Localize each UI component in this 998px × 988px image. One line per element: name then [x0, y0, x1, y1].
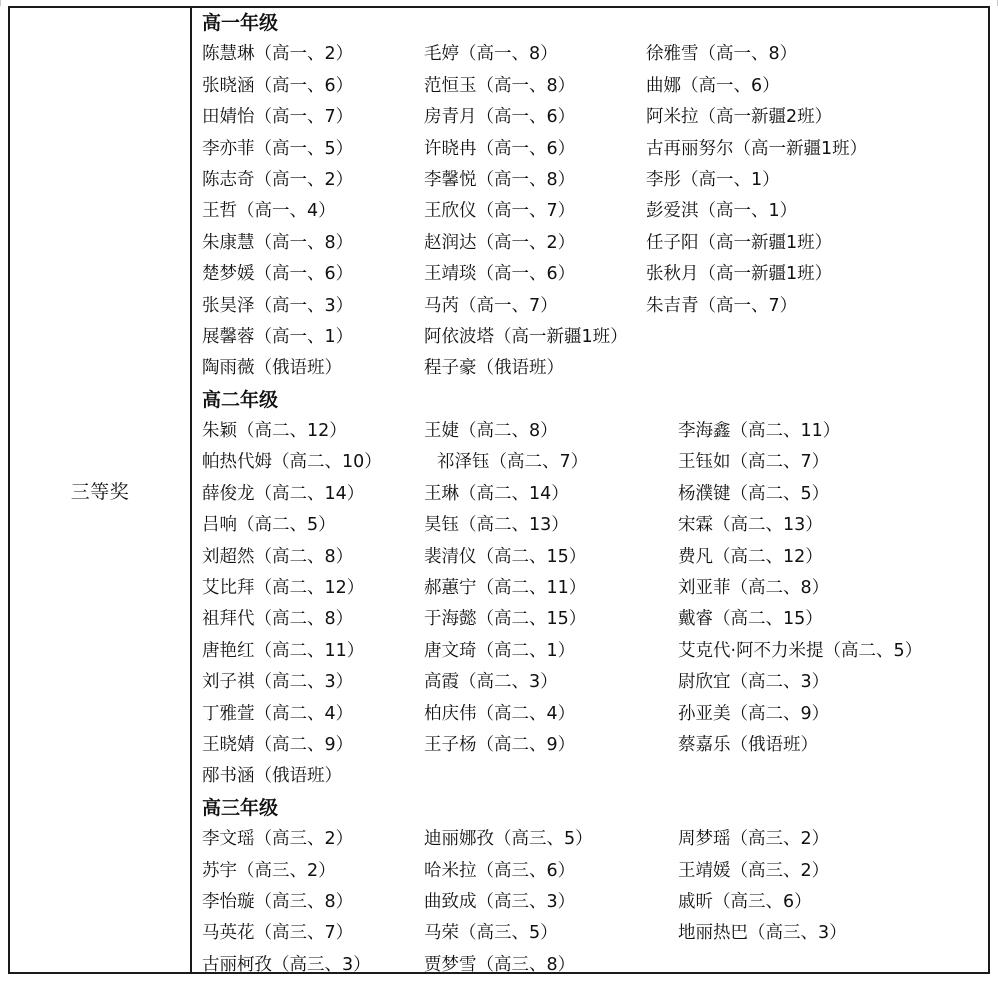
winner-entry: 曲致成（高三、3）	[424, 891, 576, 912]
winner-entry: 马芮（高一、7）	[424, 295, 558, 316]
winner-entry: 丁雅萱（高二、4）	[202, 703, 354, 724]
name-row	[202, 667, 988, 698]
name-row	[202, 102, 988, 133]
name-row	[202, 196, 988, 227]
winner-entry: 陈慧琳（高一、2）	[202, 44, 354, 65]
name-row	[202, 542, 988, 573]
winner-entry: 戚昕（高三、6）	[678, 891, 812, 912]
winner-entry: 艾比拜（高二、12）	[202, 578, 365, 599]
winner-entry: 王钰如（高二、7）	[678, 452, 830, 473]
winner-entry: 范恒玉（高一、8）	[424, 75, 576, 96]
winner-entry: 赵润达（高一、2）	[424, 232, 576, 253]
winner-entry: 唐艳红（高二、11）	[202, 640, 365, 661]
winner-entry: 徐雅雪（高一、8）	[646, 44, 798, 65]
winner-entry: 张晓涵（高一、6）	[202, 75, 354, 96]
name-row	[202, 322, 988, 353]
name-row	[202, 918, 988, 949]
award-table	[8, 6, 990, 974]
name-row	[202, 636, 988, 667]
grade-12-heading: 高三年级	[202, 796, 279, 819]
name-row	[202, 856, 988, 887]
winner-entry: 蔡嘉乐（俄语班）	[678, 734, 818, 755]
winner-entry: 楚梦媛（高一、6）	[202, 264, 354, 285]
name-row	[202, 730, 988, 761]
winner-entry: 裴清仪（高二、15）	[424, 546, 587, 567]
winner-entry: 朱颖（高二、12）	[202, 421, 347, 442]
winner-entry: 王靖媛（高三、2）	[678, 860, 830, 881]
winner-entry: 李怡璇（高三、8）	[202, 891, 354, 912]
winner-entry: 房青月（高一、6）	[424, 107, 576, 128]
winner-entry: 张昊泽（高一、3）	[202, 295, 354, 316]
name-row	[202, 416, 988, 447]
winner-entry: 于海懿（高二、15）	[424, 609, 587, 630]
winner-entry: 唐文琦（高二、1）	[424, 640, 576, 661]
winner-entry: 张秋月（高一新疆1班）	[646, 264, 833, 285]
winner-entry: 任子阳（高一新疆1班）	[646, 232, 833, 253]
name-row	[202, 447, 988, 478]
winner-entry: 王子杨（高二、9）	[424, 734, 576, 755]
winner-entry: 迪丽娜孜（高三、5）	[424, 829, 593, 850]
name-row	[202, 824, 988, 855]
winner-entry: 尉欣宜（高二、3）	[678, 672, 830, 693]
winner-entry: 李亦菲（高一、5）	[202, 138, 354, 159]
winner-entry: 贾梦雪（高三、8）	[424, 954, 576, 975]
winner-entry: 祁泽钰（高二、7）	[437, 452, 589, 473]
name-row	[202, 259, 988, 290]
winner-entry: 李彤（高一、1）	[646, 169, 780, 190]
grade-12-section	[202, 793, 988, 981]
name-row	[202, 510, 988, 541]
name-row	[202, 134, 988, 165]
winner-entry: 苏宇（高三、2）	[202, 860, 336, 881]
winner-entry: 田婧怡（高一、7）	[202, 107, 354, 128]
award-level-cell	[10, 8, 190, 972]
name-row	[202, 39, 988, 70]
winner-entry: 展馨蓉（高一、1）	[202, 326, 354, 347]
name-row	[202, 761, 988, 792]
name-row	[202, 887, 988, 918]
winner-entry: 刘子祺（高二、3）	[202, 672, 354, 693]
winner-entry: 王琳（高二、14）	[424, 483, 569, 504]
name-row	[202, 699, 988, 730]
winner-entry: 帕热代姆（高二、10）	[202, 452, 382, 473]
winner-entry: 陶雨薇（俄语班）	[202, 358, 342, 379]
winner-entry: 高霞（高二、3）	[424, 672, 558, 693]
winner-entry: 薛俊龙（高二、14）	[202, 483, 365, 504]
winner-entry: 邴书涵（俄语班）	[202, 766, 342, 787]
winner-entry: 许晓冉（高一、6）	[424, 138, 576, 159]
winner-entry: 刘超然（高二、8）	[202, 546, 354, 567]
winner-entry: 马英花（高三、7）	[202, 923, 354, 944]
winner-entry: 王靖琰（高一、6）	[424, 264, 576, 285]
name-row	[202, 573, 988, 604]
name-row	[202, 291, 988, 322]
winner-entry: 戴睿（高二、15）	[678, 609, 823, 630]
winner-entry: 费凡（高二、12）	[678, 546, 823, 567]
winner-entry: 地丽热巴（高三、3）	[678, 923, 847, 944]
winner-entry: 周梦瑶（高三、2）	[678, 829, 830, 850]
name-row	[202, 353, 988, 384]
winner-entry: 祖拜代（高二、8）	[202, 609, 354, 630]
name-row	[202, 71, 988, 102]
winner-entry: 阿米拉（高一新疆2班）	[646, 107, 833, 128]
grade-10-section	[202, 8, 988, 385]
grade-11-heading: 高二年级	[202, 388, 279, 411]
winner-entry: 宋霖（高二、13）	[678, 515, 823, 536]
winner-entry: 朱吉青（高一、7）	[646, 295, 798, 316]
winner-entry: 陈志奇（高一、2）	[202, 169, 354, 190]
winner-entry: 曲娜（高一、6）	[646, 75, 780, 96]
winner-entry: 哈米拉（高三、6）	[424, 860, 576, 881]
winner-entry: 王欣仪（高一、7）	[424, 201, 576, 222]
column-divider	[190, 8, 192, 972]
name-row	[202, 165, 988, 196]
winner-entry: 李海鑫（高二、11）	[678, 421, 841, 442]
winners-list	[202, 8, 988, 975]
winner-entry: 朱康慧（高一、8）	[202, 232, 354, 253]
winner-entry: 程子豪（俄语班）	[424, 358, 564, 379]
winner-entry: 彭爱淇（高一、1）	[646, 201, 798, 222]
name-row	[202, 604, 988, 635]
grade-10-heading: 高一年级	[202, 12, 279, 34]
award-level-label: 三等奖	[70, 480, 130, 503]
name-row	[202, 228, 988, 259]
winner-entry: 孙亚美（高二、9）	[678, 703, 830, 724]
winner-entry: 艾克代·阿不力米提（高二、5）	[678, 640, 923, 661]
winner-entry: 杨濮键（高二、5）	[678, 483, 830, 504]
winner-entry: 毛婷（高一、8）	[424, 44, 558, 65]
winner-entry: 郝蕙宁（高二、11）	[424, 578, 587, 599]
winner-entry: 吕响（高二、5）	[202, 515, 336, 536]
winner-entry: 马荣（高三、5）	[424, 923, 558, 944]
winner-entry: 王晓婧（高二、9）	[202, 734, 354, 755]
name-row	[202, 950, 988, 981]
winner-entry: 王哲（高一、4）	[202, 201, 336, 222]
winner-entry: 李馨悦（高一、8）	[424, 169, 576, 190]
winner-entry: 古再丽努尔（高一新疆1班）	[646, 138, 868, 159]
winner-entry: 阿依波塔（高一新疆1班）	[424, 326, 628, 347]
winner-entry: 古丽柯孜（高三、3）	[202, 954, 371, 975]
winner-entry: 柏庆伟（高二、4）	[424, 703, 576, 724]
grade-11-section	[202, 385, 988, 793]
winner-entry: 刘亚菲（高二、8）	[678, 578, 830, 599]
winner-entry: 昊钰（高二、13）	[424, 515, 569, 536]
name-row	[202, 479, 988, 510]
winner-entry: 王婕（高二、8）	[424, 421, 558, 442]
winner-entry: 李文瑶（高三、2）	[202, 829, 354, 850]
